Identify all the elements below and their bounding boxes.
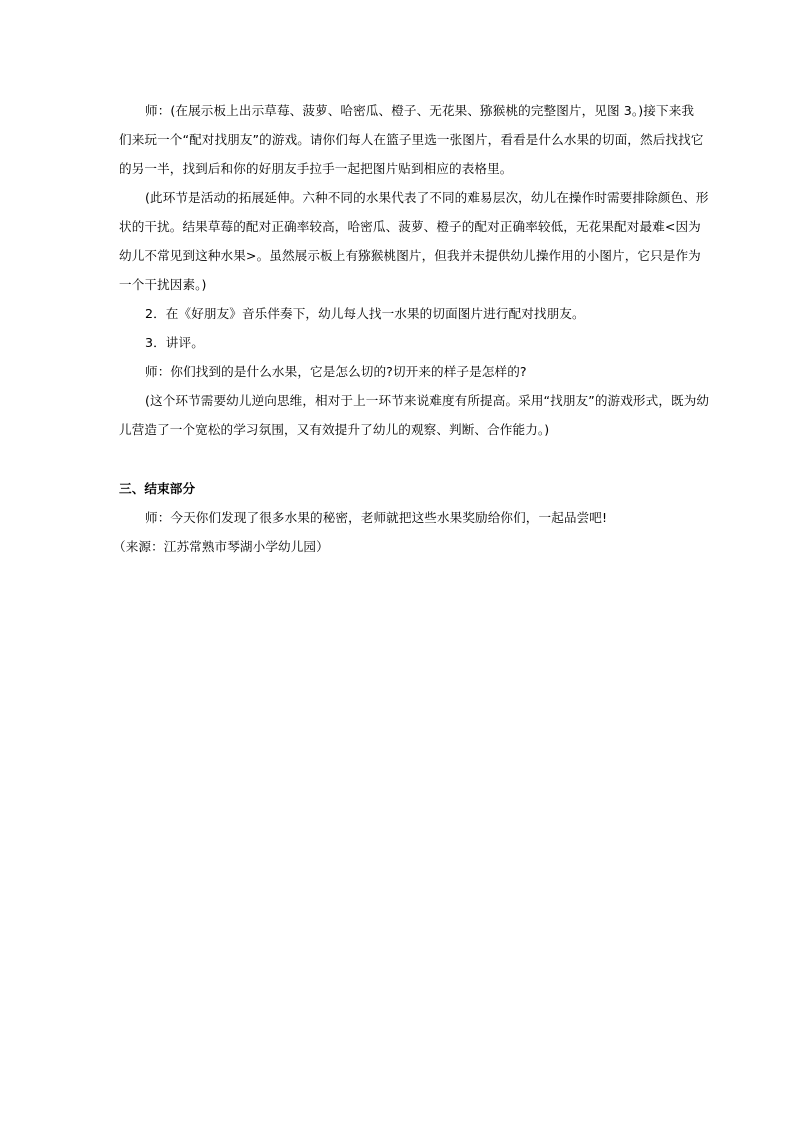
paragraph-line: (这个环节需要幼儿逆向思维，相对于上一环节来说难度有所提高。采用“找朋友”的游戏形式，既为幼 xyxy=(145,393,710,408)
paragraph-line: 状的干扰。结果草莓的配对正确率较高，哈密瓜、菠萝、橙子的配对正确率较低，无花果配对最难<因为 xyxy=(119,219,701,234)
paragraph-line: 幼儿不常见到这种水果>。虽然展示板上有猕猴桃图片，但我并未提供幼儿操作用的小图片，它只是作为 xyxy=(119,248,701,263)
paragraph-line: 一个干扰因素。) xyxy=(119,277,207,292)
closing-paragraph: 师：今天你们发现了很多水果的秘密，老师就把这些水果奖励给你们，一起品尝吧! xyxy=(145,510,608,525)
paragraph-line: (此环节是活动的拓展延伸。六种不同的水果代表了不同的难易层次，幼儿在操作时需要排除颜色、形 xyxy=(145,190,709,205)
paragraph-line: 们来玩一个“配对找朋友”的游戏。请你们每人在篮子里选一张图片，看看是什么水果的切面，然后找找它 xyxy=(119,132,704,147)
paragraph-line: 儿营造了一个宽松的学习氛围，又有效提升了幼儿的观察、判断、合作能力。) xyxy=(119,422,550,437)
section-heading: 三、结束部分 xyxy=(119,481,196,496)
paragraph-line: 的另一半，找到后和你的好朋友手拉手一起把图片贴到相应的表格里。 xyxy=(119,161,513,176)
source-note: （来源：江苏常熟市琴湖小学幼儿园） xyxy=(113,539,329,554)
paragraph-line: 师：你们找到的是什么水果，它是怎么切的?切开来的样子是怎样的? xyxy=(145,364,527,379)
paragraph-line: 师：(在展示板上出示草莓、菠萝、哈密瓜、橙子、无花果、猕猴桃的完整图片，见图 3。)接下来我 xyxy=(145,103,695,118)
step-item: 2．在《好朋友》音乐伴奏下，幼儿每人找一水果的切面图片进行配对找朋友。 xyxy=(145,306,585,321)
step-item: 3．讲评。 xyxy=(145,335,204,350)
